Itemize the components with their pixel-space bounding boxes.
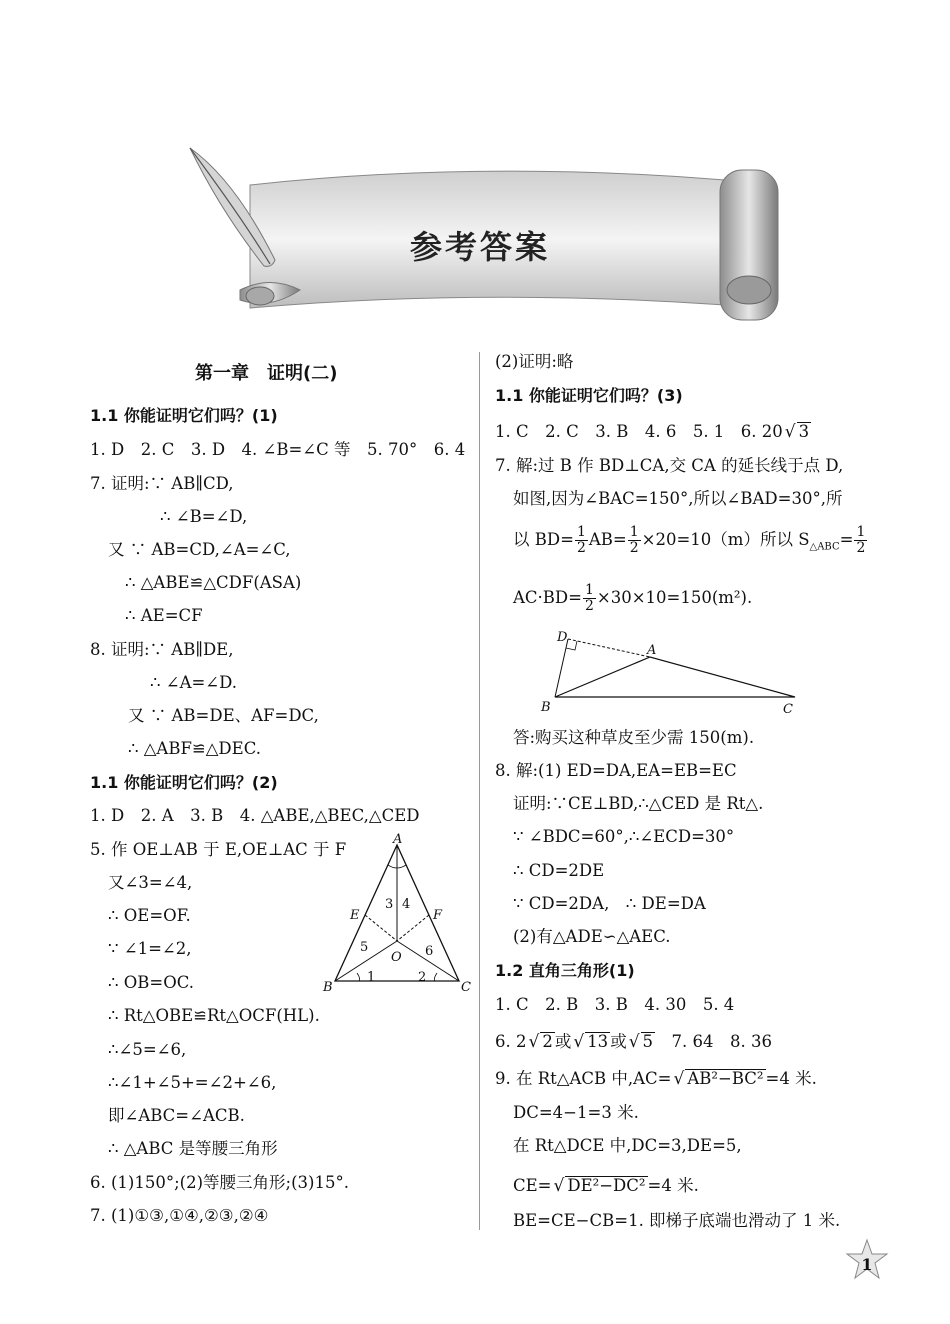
segment-oe [365, 915, 397, 941]
segment-of [397, 915, 429, 941]
answer-line: 7. 证明:∵ AB∥CD, [90, 474, 234, 493]
q9-line3: 在 Rt△DCE 中,DC=3,DE=5, [513, 1136, 742, 1155]
obtuse-triangle-figure [535, 627, 805, 717]
sqrt-icon: √ [573, 1032, 585, 1052]
answer-line: ∴ OE=OF. [108, 906, 191, 925]
chapter-heading: 第一章 证明(二) [195, 363, 338, 384]
q8-line5: ∵ CD=2DA, ∴ DE=DA [513, 894, 706, 913]
q7-line3: 以 BD= $\frac{1}{2}$ AB= $\frac{1}{2}$ ×20=10（m）所以 $S_{\triangle ABC}=$ $\frac{1}{2}$ [513, 524, 866, 556]
label-f: F [433, 908, 443, 923]
answers-1-2-q6: 6. 2 √ 2 或 √ 13 或 √ 5 7. 64 8. 36 [495, 1032, 772, 1052]
page-number-badge [842, 1236, 892, 1286]
sqrt-icon: √ [553, 1176, 565, 1196]
q9-line1: 9. 在 Rt△ACB 中,AC= √ AB²−BC² =4 米. [495, 1069, 817, 1089]
sqrt-icon: √ [673, 1069, 685, 1089]
answer-line: 6. (1)150°;(2)等腰三角形;(3)15°. [90, 1173, 349, 1192]
answer-line: 8. 证明:∵ AB∥DE, [90, 640, 234, 659]
q8-line4: ∴ CD=2DE [513, 861, 605, 880]
q7-answer: 答:购买这种草皮至少需 150(m). [513, 728, 755, 747]
answer-line: ∴ ∠B=∠D, [160, 507, 248, 526]
section-1-2-heading: 1.2 直角三角形(1) [495, 961, 635, 980]
q9-line2: DC=4−1=3 米. [513, 1103, 639, 1122]
answer-line: ∴ OB=OC. [108, 973, 195, 992]
answer-line: ∴ △ABC 是等腰三角形 [108, 1139, 278, 1158]
answer-line: 1. D 2. A 3. B 4. △ABE,△BEC,△CED [90, 806, 420, 825]
answers-1-1-3: 1. C 2. C 3. B 4. 6 5. 1 6. 20 √ 3 [495, 422, 810, 442]
answer-line: ∵ ∠1=∠2, [108, 939, 192, 958]
fraction-half: $\frac{1}{2}$ [576, 524, 586, 556]
answers-1-2: 1. C 2. B 3. B 4. 30 5. 4 [495, 995, 735, 1014]
section-heading: 1.1 你能证明它们吗？(2) [90, 773, 278, 792]
label-b: B [541, 700, 551, 715]
angle-6: 6 [425, 944, 434, 959]
label-e: E [350, 908, 360, 923]
fraction-half: $\frac{1}{2}$ [856, 524, 866, 556]
q8-line2: 证明:∵CE⊥BD,∴△CED 是 Rt△. [513, 794, 764, 813]
answer-line: 5. 作 OE⊥AB 于 E,OE⊥AC 于 F [90, 840, 347, 859]
answer-line: 7. (1)①③,①④,②③,②④ [90, 1206, 269, 1225]
answer-line: 又 ∵ AB=DE、AF=DC, [128, 706, 319, 725]
answer-line: 又∠3=∠4, [108, 873, 193, 892]
star-icon [842, 1236, 892, 1286]
isosceles-triangle-figure [325, 833, 475, 993]
q7-line4: AC·BD= $\frac{1}{2}$ ×30×10=150(m²). [513, 582, 753, 614]
answer-line: ∴ ∠A=∠D. [150, 673, 238, 692]
angle-1: 1 [367, 970, 376, 985]
answer-line: 1. D 2. C 3. D 4. ∠B=∠C 等 5. 70° 6. 4 [90, 440, 466, 459]
sqrt-icon: √ [628, 1032, 640, 1052]
label-o: O [391, 950, 402, 965]
column-divider [479, 352, 480, 1230]
angle-5: 5 [360, 940, 369, 955]
answer-line: ∴∠1+∠5+=∠2+∠6, [108, 1073, 277, 1092]
label-c: C [461, 980, 471, 995]
q9-line5: BE=CE−CB=1. 即梯子底端也滑动了 1 米. [513, 1211, 841, 1230]
angle-3: 3 [385, 897, 394, 912]
answer-line: 又 ∵ AB=CD,∠A=∠C, [108, 540, 291, 559]
label-c: C [783, 702, 793, 717]
title-banner [180, 140, 780, 330]
answer-line: ∴ AE=CF [125, 606, 203, 625]
segment-bd [555, 639, 568, 697]
page-number: 1 [861, 1255, 873, 1274]
label-b: B [323, 980, 333, 995]
q8-line3: ∵ ∠BDC=60°,∴∠ECD=30° [513, 827, 735, 846]
answer-line: ∴ △ABF≌△DEC. [128, 739, 261, 758]
q7-line1: 7. 解:过 B 作 BD⊥CA,交 CA 的延长线于点 D, [495, 456, 844, 475]
page-title: 参考答案 [409, 228, 550, 266]
section-1-1-3-heading: 1.1 你能证明它们吗？(3) [495, 386, 683, 405]
label-a: A [393, 832, 403, 847]
answer-line: ∴ Rt△OBE≌Rt△OCF(HL). [108, 1006, 320, 1025]
q7-line2: 如图,因为∠BAC=150°,所以∠BAD=30°,所 [513, 489, 843, 508]
label-a: A [647, 643, 657, 658]
q8-line6: (2)有△ADE∽△AEC. [513, 927, 671, 946]
label-d: D [557, 630, 568, 645]
angle-4: 4 [402, 897, 411, 912]
q9-line4: CE= √ DE²−DC² =4 米. [513, 1176, 699, 1196]
angle-2: 2 [418, 970, 427, 985]
sqrt-icon: √ [528, 1032, 540, 1052]
fraction-half: $\frac{1}{2}$ [629, 524, 639, 556]
answer-line: ∴∠5=∠6, [108, 1040, 187, 1059]
proof-omitted: (2)证明:略 [495, 352, 574, 371]
fraction-half: $\frac{1}{2}$ [584, 582, 594, 614]
answer-line: ∴ △ABE≌△CDF(ASA) [125, 573, 302, 592]
triangle-abc [555, 657, 795, 697]
extension-ad [568, 639, 650, 657]
sqrt-icon: √ [784, 422, 796, 442]
q8-line1: 8. 解:(1) ED=DA,EA=EB=EC [495, 761, 737, 780]
section-heading: 1.1 你能证明它们吗？(1) [90, 406, 278, 425]
answer-line: 即∠ABC=∠ACB. [108, 1106, 245, 1125]
